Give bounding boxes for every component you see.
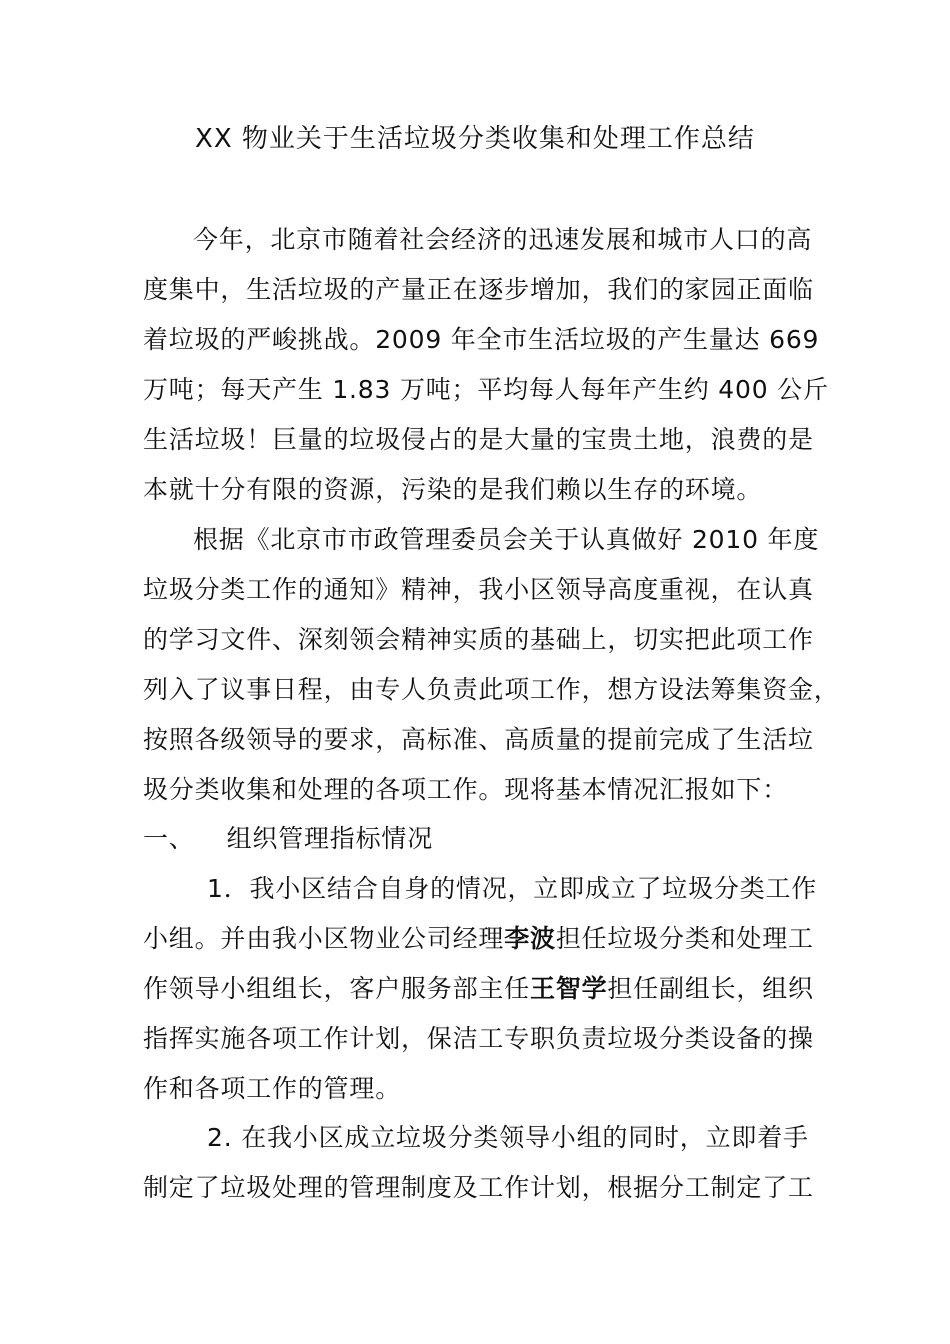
paragraph-2-line-4: 列入了议事日程，由专人负责此项工作，想方设法筹集资金， xyxy=(143,675,840,704)
paragraph-2-line-5: 按照各级领导的要求，高标准、高质量的提前完成了生活垃 xyxy=(143,725,814,754)
deputy-name: 王智学 xyxy=(530,974,608,1003)
document-title: XX 物业关于生活垃圾分类收集和处理工作总结 xyxy=(195,124,755,154)
item-1-line-3-text: 作领导小组组长，客户服务部主任 xyxy=(143,974,531,1003)
item-1-line-2-text-end: 担任垃圾分类和处理工 xyxy=(555,924,814,953)
item-1-line-5: 作和各项工作的管理。 xyxy=(143,1074,402,1103)
item-1-line-2-text: 小组。并由我小区物业公司经理 xyxy=(143,924,505,953)
paragraph-1-line-3: 着垃圾的严峻挑战。2009 年全市生活垃圾的产生量达 669 xyxy=(143,325,820,354)
paragraph-1-line-2: 度集中，生活垃圾的产量正在逐步增加，我们的家园正面临 xyxy=(143,275,814,304)
item-1-line-2 xyxy=(143,914,814,964)
section-1-heading xyxy=(143,814,808,864)
item-1-line-1: 1．我小区结合自身的情况，立即成立了垃圾分类工作 xyxy=(207,874,818,903)
paragraph-2-line-2: 垃圾分类工作的通知》精神，我小区领导高度重视，在认真 xyxy=(143,575,814,604)
paragraph-1-line-6: 本就十分有限的资源，污染的是我们赖以生存的环境。 xyxy=(143,475,763,504)
item-1-line-3 xyxy=(143,964,814,1014)
section-1-heading-text: 组织管理指标情况 xyxy=(226,824,434,853)
manager-name: 李波 xyxy=(504,924,556,953)
paragraph-2-line-6: 圾分类收集和处理的各项工作。现将基本情况汇报如下： xyxy=(143,775,789,804)
paragraph-1-line-1: 今年，北京市随着社会经济的迅速发展和城市人口的高 xyxy=(193,225,813,254)
item-1-line-3-text-end: 担任副组长，组织 xyxy=(607,974,814,1003)
paragraph-1-line-5: 生活垃圾！巨量的垃圾侵占的是大量的宝贵土地，浪费的是 xyxy=(143,425,814,454)
paragraph-1-line-4: 万吨；每天产生 1.83 万吨；平均每人每年产生约 400 公斤 xyxy=(143,375,829,404)
section-1-number: 一、 xyxy=(143,824,195,853)
paragraph-2-line-1: 根据《北京市市政管理委员会关于认真做好 2010 年度 xyxy=(193,525,820,554)
item-2-line-1: 2. 在我小区成立垃圾分类领导小组的同时，立即着手 xyxy=(207,1123,809,1152)
item-1-line-4: 指挥实施各项工作计划，保洁工专职负责垃圾分类设备的操 xyxy=(143,1024,814,1053)
item-2-line-2: 制定了垃圾处理的管理制度及工作计划，根据分工制定了工 xyxy=(143,1173,814,1202)
paragraph-2-line-3: 的学习文件、深刻领会精神实质的基础上，切实把此项工作 xyxy=(143,625,814,654)
